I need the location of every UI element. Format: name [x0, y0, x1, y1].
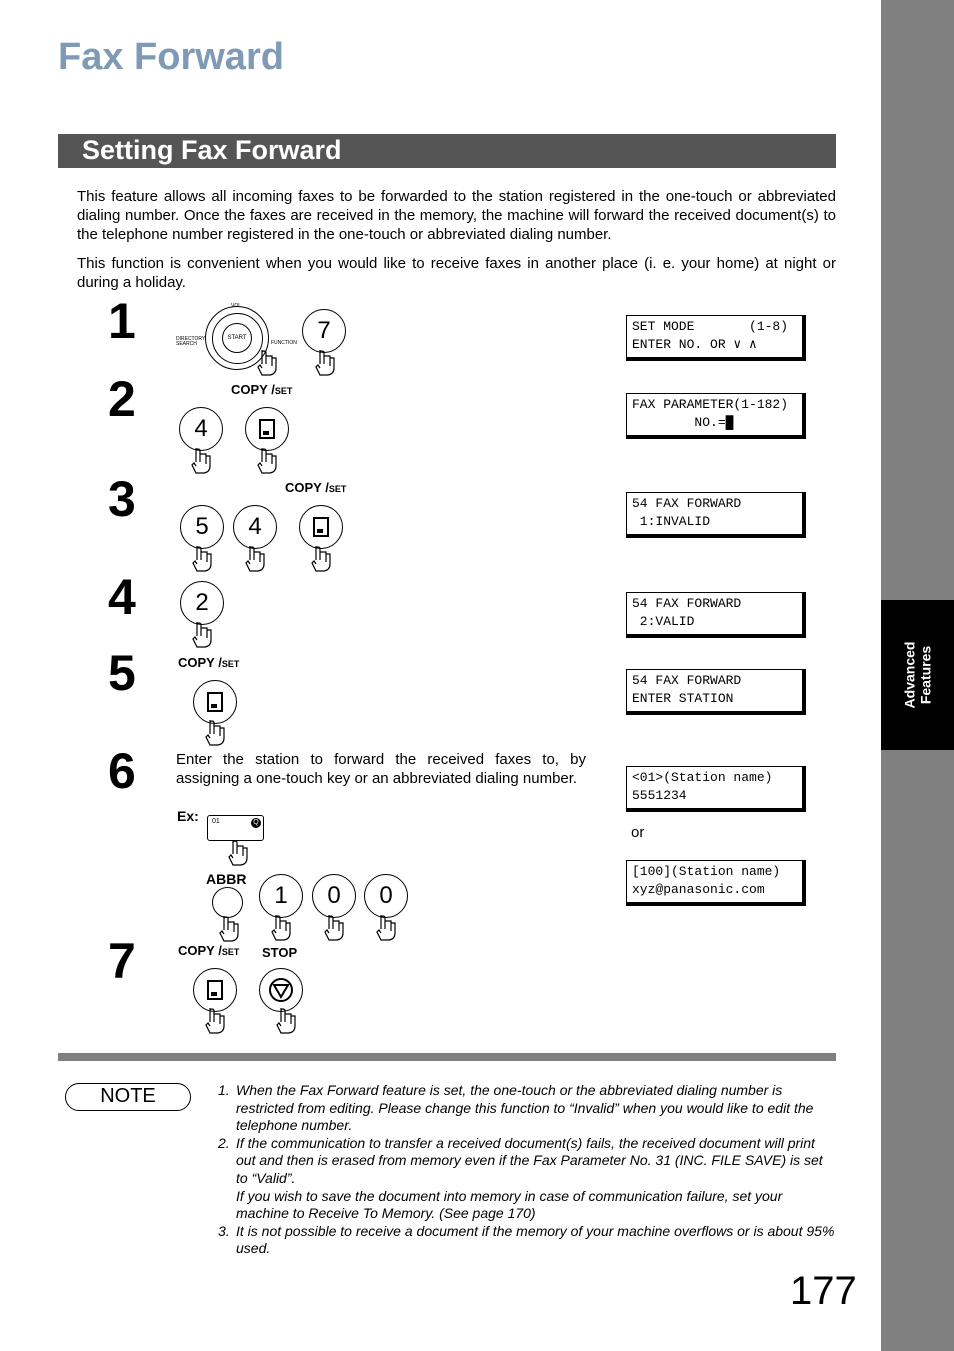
- finger-press-icon: [275, 1008, 297, 1034]
- one-touch-key: [207, 815, 264, 841]
- step-number-7: 7: [108, 933, 136, 989]
- note-item: [218, 1135, 836, 1223]
- finger-press-icon: [204, 1008, 226, 1034]
- note-number: 1.: [218, 1082, 230, 1098]
- finger-press-icon: [314, 350, 336, 376]
- section-header: [58, 134, 836, 168]
- step-number-4: 4: [108, 569, 136, 625]
- set-label: SET: [221, 659, 240, 669]
- lcd-display-step6: <01>(Station name) 5551234: [626, 766, 806, 812]
- finger-press-icon: [256, 448, 278, 474]
- dial-vol-label: VOL.: [231, 303, 243, 309]
- step-number-2: 2: [108, 371, 136, 427]
- finger-press-icon: [375, 915, 397, 941]
- copy-label: COPY /: [231, 382, 275, 397]
- finger-press-icon: [227, 840, 249, 866]
- note-number: 3.: [218, 1222, 230, 1239]
- copy-icon: [259, 419, 275, 439]
- copy-icon: [207, 692, 223, 712]
- or-label: or: [631, 824, 645, 841]
- key-5-button: 5: [180, 505, 224, 549]
- chapter-tab: [881, 600, 954, 750]
- page-number: 177: [790, 1269, 857, 1313]
- one-touch-number: 01: [212, 818, 220, 825]
- note-item: [218, 1223, 836, 1258]
- key-0-button: 0: [312, 874, 356, 918]
- stop-label: STOP: [262, 945, 298, 960]
- step-number-6: 6: [108, 743, 136, 799]
- note-text: If the communication to transfer a received document(s) fails, the received document will print out and then is erased from memory even if the Fax Parameter No. 31 (INC. FILE SAVE) is set to “Valid”.: [236, 1134, 823, 1186]
- finger-press-icon: [204, 720, 226, 746]
- stop-key: [259, 968, 303, 1012]
- copy-set-label: [178, 655, 239, 670]
- chapter-tab-label: Advanced Features: [901, 641, 934, 709]
- key-0-button: 0: [364, 874, 408, 918]
- copy-label: COPY /: [178, 943, 222, 958]
- finger-press-icon: [218, 916, 240, 942]
- note-list: [218, 1082, 836, 1258]
- key-4-button: 4: [233, 505, 277, 549]
- set-label: SET: [274, 386, 293, 396]
- step6-instruction: Enter the station to forward the received faxes to, by assigning a one-touch key or an abbreviated dialing number.: [176, 751, 586, 787]
- key-2-button: 2: [180, 581, 224, 625]
- lcd-display-step6-alt: [100](Station name) xyz@panasonic.com: [626, 860, 806, 906]
- one-touch-letter: Q: [251, 818, 261, 828]
- note-text: When the Fax Forward feature is set, the one-touch or the abbreviated dialing number is restricted from editing. Please change this function to “Invalid” when you would like to edit the telephone number.: [236, 1082, 814, 1134]
- step-number-1: 1: [108, 293, 136, 349]
- key-4-button: 4: [179, 407, 223, 451]
- copy-icon: [313, 517, 329, 537]
- key-7-button: 7: [302, 309, 346, 353]
- step-number-5: 5: [108, 645, 136, 701]
- abbr-key: [212, 887, 243, 918]
- copy-set-label: [285, 480, 346, 495]
- finger-press-icon: [244, 546, 266, 572]
- finger-press-icon: [191, 546, 213, 572]
- page-title: Fax Forward: [58, 36, 284, 78]
- note-text: If you wish to save the document into memory in case of communication failure, set your machine to Receive To Memory. (See page 170): [236, 1187, 783, 1222]
- set-label: SET: [328, 484, 347, 494]
- copy-set-key: [299, 505, 343, 549]
- finger-press-icon: [310, 546, 332, 572]
- finger-press-icon: [270, 915, 292, 941]
- lcd-display-step1: SET MODE (1-8) ENTER NO. OR ∨ ∧: [626, 315, 806, 361]
- copy-label: COPY /: [285, 480, 329, 495]
- copy-set-label: [231, 382, 292, 397]
- copy-set-key: [193, 968, 237, 1012]
- intro-paragraph-2: This function is convenient when you would like to receive faxes in another place (i. e. your home) at night or during a holiday.: [77, 255, 836, 291]
- note-number: 2.: [218, 1134, 230, 1151]
- finger-press-icon: [190, 448, 212, 474]
- finger-press-icon: [191, 622, 213, 648]
- abbr-label: ABBR: [206, 871, 247, 887]
- lcd-display-step4: 54 FAX FORWARD 2:VALID: [626, 592, 806, 638]
- finger-press-icon: [323, 915, 345, 941]
- stop-icon: [267, 976, 295, 1004]
- set-label: SET: [221, 947, 240, 957]
- copy-label: COPY /: [178, 655, 222, 670]
- note-text: It is not possible to receive a document if the memory of your machine overflows or is about 95% used.: [236, 1222, 835, 1257]
- copy-set-label: [178, 943, 239, 958]
- lcd-display-step2: FAX PARAMETER(1-182) NO.=█: [626, 393, 806, 439]
- dial-function-label: FUNCTION: [271, 340, 297, 346]
- finger-press-icon: [256, 350, 278, 376]
- note-badge: NOTE: [65, 1083, 191, 1111]
- copy-set-key: [245, 407, 289, 451]
- start-key-icon: START: [222, 323, 252, 353]
- lcd-display-step3: 54 FAX FORWARD 1:INVALID: [626, 492, 806, 538]
- lcd-display-step5: 54 FAX FORWARD ENTER STATION: [626, 669, 806, 715]
- key-1-button: 1: [259, 874, 303, 918]
- step-number-3: 3: [108, 471, 136, 527]
- section-divider: [58, 1053, 836, 1061]
- section-title: Setting Fax Forward: [82, 135, 342, 165]
- copy-set-key: [193, 680, 237, 724]
- dial-directory-label: DIRECTORY SEARCH: [176, 336, 206, 347]
- copy-icon: [207, 980, 223, 1000]
- example-label: Ex:: [177, 808, 199, 824]
- intro-paragraph: This feature allows all incoming faxes to be forwarded to the station registered in the one-touch or abbreviated dialing number. Once the faxes are received in the memory, the machine will forward the received document(s) to the telephone number registered in the one-touch or abbreviated dialing number.: [77, 188, 836, 243]
- note-item: [218, 1082, 836, 1135]
